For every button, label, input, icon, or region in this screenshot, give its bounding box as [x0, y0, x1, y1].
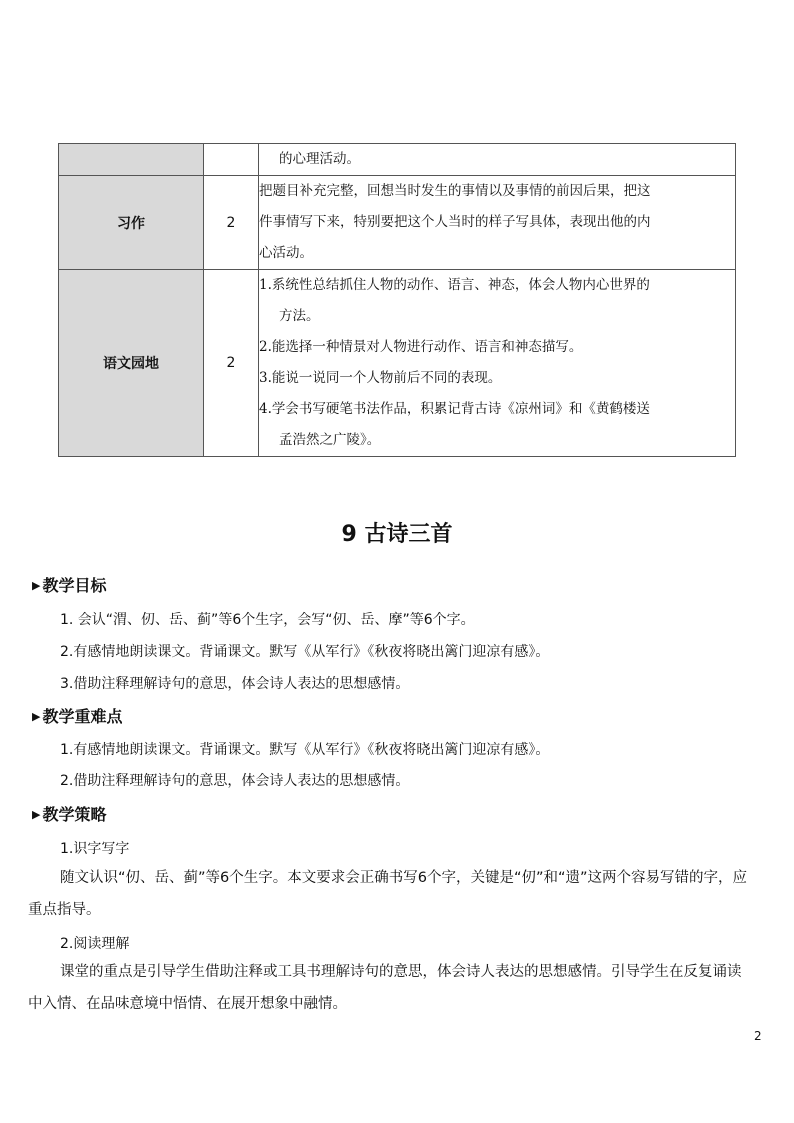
content-line: 2.能选择一种情景对人物进行动作、语言和神态描写。: [259, 339, 583, 355]
section-heading-text: 教学目标: [42, 576, 107, 595]
content-line: 的心理活动。: [279, 151, 360, 167]
row-hours-cell: 2: [204, 176, 259, 270]
row-name-cell: 语文园地: [59, 270, 204, 457]
triangle-marker-icon: ▶: [32, 808, 41, 821]
content-line: 方法。: [279, 308, 320, 324]
lesson-title: 9 古诗三首: [341, 522, 453, 547]
page-number: 2: [754, 1029, 762, 1043]
section-heading-text: 教学重难点: [42, 707, 123, 726]
key-point-item: 1.有感情地朗读课文。背诵课文。默写《从军行》《秋夜将晓出篱门迎凉有感》。: [60, 742, 550, 758]
strategy-subheading: 2.阅读理解: [60, 936, 130, 952]
content-line: 件事情写下来，特别要把这个人当时的样子写具体，表现出他的内: [259, 214, 651, 230]
goal-item: 1. 会认“渭、仞、岳、蓟”等6个生字，会写“仞、岳、摩”等6个字。: [60, 612, 475, 628]
row-content-cell: [259, 176, 736, 270]
strategy-paragraph: 课堂的重点是引导学生借助注释或工具书理解诗句的意思，体会诗人表达的思想感情。引导学生在反复诵读中入情、在品味意境中悟情、在展开想象中融情。: [28, 964, 742, 1012]
goal-item: 3.借助注释理解诗句的意思，体会诗人表达的思想感情。: [60, 676, 410, 692]
table-row: [59, 270, 736, 457]
content-line: 4.学会书写硬笔书法作品，积累记背古诗《凉州词》和《黄鹤楼送: [259, 401, 650, 417]
content-line: 3.能说一说同一个人物前后不同的表现。: [259, 370, 502, 386]
content-line: 1.系统性总结抓住人物的动作、语言、神态，体会人物内心世界的: [259, 277, 650, 293]
table-row: [59, 176, 736, 270]
row-name-cell: 习作: [59, 176, 204, 270]
row-name-cell: [59, 144, 204, 176]
strategy-paragraph: 随文认识“仞、岳、蓟”等6个生字。本文要求会正确书写6个字，关键是“仞”和“遗”这两个容易写错的字，应重点指导。: [28, 870, 748, 918]
goal-item: 2.有感情地朗读课文。背诵课文。默写《从军行》《秋夜将晓出篱门迎凉有感》。: [60, 644, 550, 660]
key-point-item: 2.借助注释理解诗句的意思，体会诗人表达的思想感情。: [60, 773, 410, 789]
section-heading-key-points: [32, 704, 122, 727]
section-heading-text: 教学策略: [42, 805, 107, 824]
section-heading-goals: [32, 573, 106, 596]
table-row: [59, 144, 736, 176]
unit-plan-table: [58, 143, 736, 457]
row-hours-cell: [204, 144, 259, 176]
row-content-cell: [259, 270, 736, 457]
row-content-cell: [259, 144, 736, 176]
row-hours-cell: 2: [204, 270, 259, 457]
section-heading-strategy: [32, 802, 106, 825]
content-line: 心活动。: [259, 245, 313, 261]
triangle-marker-icon: ▶: [32, 579, 41, 592]
content-line: 孟浩然之广陵》。: [279, 432, 381, 448]
content-line: 把题目补充完整，回想当时发生的事情以及事情的前因后果，把这: [259, 183, 651, 199]
strategy-subheading: 1.识字写字: [60, 841, 130, 857]
triangle-marker-icon: ▶: [32, 710, 41, 723]
